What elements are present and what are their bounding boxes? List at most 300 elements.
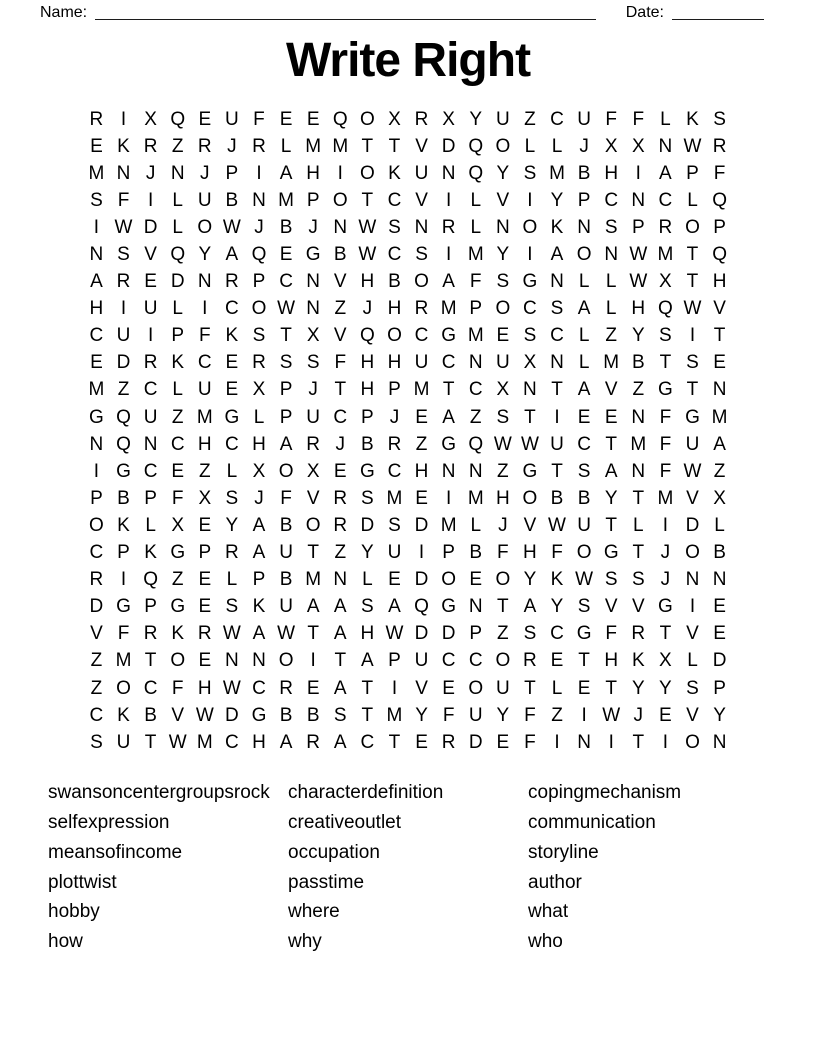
grid-cell: D xyxy=(414,569,429,591)
grid-cell: M xyxy=(440,514,457,536)
grid-cell: Y xyxy=(361,542,374,564)
grid-cell: A xyxy=(333,596,347,618)
grid-cell: N xyxy=(712,731,727,753)
grid-cell: B xyxy=(144,704,157,726)
grid-cell: W xyxy=(168,731,187,753)
grid-cell: Y xyxy=(198,244,212,266)
grid-cell: T xyxy=(524,406,536,428)
grid-cell: E xyxy=(225,379,239,401)
grid-cell: N xyxy=(631,189,646,211)
grid-cell: T xyxy=(605,433,617,455)
grid-cell: Z xyxy=(415,433,428,455)
grid-cell: D xyxy=(685,514,700,536)
grid-cell: R xyxy=(441,216,456,238)
grid-cell: G xyxy=(658,596,673,618)
grid-cell: E xyxy=(713,596,726,618)
grid-cell: T xyxy=(551,379,563,401)
grid-cell: M xyxy=(630,433,647,455)
grid-cell: S xyxy=(686,352,699,374)
grid-cell: I xyxy=(202,298,208,320)
grid-cell: L xyxy=(172,189,183,211)
grid-cell: O xyxy=(359,162,375,184)
word-list-item: author xyxy=(528,871,582,893)
grid-cell: E xyxy=(198,650,212,672)
grid-cell: B xyxy=(713,542,726,564)
grid-cell: B xyxy=(550,487,564,509)
grid-cell: E xyxy=(198,569,212,591)
grid-cell: H xyxy=(252,433,266,455)
grid-cell: N xyxy=(333,569,348,591)
grid-cell: H xyxy=(387,352,402,374)
grid-cell: O xyxy=(685,731,700,753)
grid-cell: A xyxy=(333,623,347,645)
grid-cell: M xyxy=(115,650,132,672)
grid-cell: L xyxy=(226,460,238,482)
grid-cell: A xyxy=(388,596,401,618)
grid-cell: F xyxy=(551,542,563,564)
grid-cell: A xyxy=(659,162,672,184)
grid-cell: O xyxy=(278,650,294,672)
grid-cell: S xyxy=(279,352,293,374)
grid-cell: W xyxy=(629,271,648,293)
word-list-item: passtime xyxy=(288,871,365,893)
grid-cell: H xyxy=(631,298,646,320)
grid-cell: U xyxy=(495,677,510,699)
grid-cell: Z xyxy=(497,460,509,482)
grid-cell: B xyxy=(225,189,239,211)
grid-cell: R xyxy=(658,216,673,238)
grid-cell: R xyxy=(414,298,429,320)
grid-cell: I xyxy=(337,162,343,184)
grid-cell: E xyxy=(659,704,672,726)
grid-cell: L xyxy=(605,271,617,293)
grid-cell: F xyxy=(497,542,509,564)
word-list-item: occupation xyxy=(288,841,380,863)
grid-cell: P xyxy=(90,487,103,509)
grid-cell: X xyxy=(144,108,157,130)
grid-cell: J xyxy=(335,433,346,455)
grid-cell: Q xyxy=(116,406,131,428)
grid-cell: J xyxy=(308,379,318,401)
word-search-grid xyxy=(83,106,733,756)
grid-cell: I xyxy=(446,189,452,211)
grid-cell: J xyxy=(254,487,264,509)
grid-cell: F xyxy=(605,623,617,645)
grid-cell: P xyxy=(388,379,401,401)
grid-cell: E xyxy=(279,244,293,266)
grid-cell: N xyxy=(441,162,456,184)
grid-cell: A xyxy=(577,379,591,401)
grid-cell: Y xyxy=(496,704,510,726)
grid-cell: Z xyxy=(524,108,536,130)
grid-cell: H xyxy=(387,298,402,320)
grid-cell: F xyxy=(713,162,726,184)
grid-cell: E xyxy=(198,596,212,618)
grid-cell: V xyxy=(686,704,699,726)
grid-cell: C xyxy=(468,379,483,401)
grid-cell: O xyxy=(387,325,402,347)
grid-cell: E xyxy=(415,487,428,509)
grid-cell: Y xyxy=(469,108,483,130)
grid-cell: J xyxy=(498,514,508,536)
grid-cell: I xyxy=(120,108,127,130)
grid-cell: R xyxy=(441,731,456,753)
grid-cell: T xyxy=(361,704,374,726)
grid-cell: N xyxy=(414,216,429,238)
grid-cell: T xyxy=(361,135,374,157)
grid-cell: X xyxy=(659,271,672,293)
grid-cell: F xyxy=(171,677,184,699)
grid-cell: H xyxy=(197,677,212,699)
grid-cell: R xyxy=(143,623,158,645)
grid-cell: S xyxy=(604,216,618,238)
grid-cell: I xyxy=(689,596,696,618)
grid-cell: O xyxy=(414,271,429,293)
grid-cell: I xyxy=(608,731,614,753)
grid-cell: N xyxy=(89,244,104,266)
grid-cell: Z xyxy=(469,406,482,428)
grid-cell: X xyxy=(523,352,537,374)
grid-cell: B xyxy=(361,433,374,455)
grid-cell: S xyxy=(361,596,374,618)
grid-cell: A xyxy=(279,162,293,184)
grid-cell: W xyxy=(548,514,566,536)
grid-cell: M xyxy=(711,406,728,428)
grid-cell: B xyxy=(577,162,591,184)
grid-cell: E xyxy=(415,731,428,753)
grid-cell: Z xyxy=(90,677,103,699)
grid-cell: K xyxy=(631,650,645,672)
grid-cell: V xyxy=(306,487,320,509)
grid-cell: V xyxy=(604,596,618,618)
grid-cell: H xyxy=(495,487,510,509)
grid-cell: Q xyxy=(468,162,484,184)
grid-cell: J xyxy=(308,216,318,238)
grid-cell: M xyxy=(603,352,620,374)
grid-cell: U xyxy=(225,108,239,130)
page-title: Write Right xyxy=(285,34,531,87)
grid-cell: W xyxy=(222,216,241,238)
grid-cell: S xyxy=(577,596,591,618)
word-list-item: storyline xyxy=(528,841,599,863)
grid-cell: S xyxy=(686,677,699,699)
grid-cell: I xyxy=(554,406,560,428)
grid-cell: R xyxy=(387,433,402,455)
grid-cell: D xyxy=(441,135,456,157)
grid-cell: U xyxy=(468,704,483,726)
grid-cell: Z xyxy=(334,542,347,564)
grid-cell: L xyxy=(524,135,536,157)
grid-cell: U xyxy=(387,542,402,564)
grid-cell: G xyxy=(170,596,186,618)
grid-cell: Q xyxy=(658,298,673,320)
grid-cell: N xyxy=(116,162,131,184)
grid-cell: C xyxy=(523,298,537,320)
grid-cell: K xyxy=(252,596,266,618)
grid-cell: P xyxy=(388,650,401,672)
grid-cell: G xyxy=(359,460,375,482)
grid-cell: O xyxy=(116,677,131,699)
grid-cell: D xyxy=(143,216,158,238)
grid-cell: U xyxy=(306,406,321,428)
grid-cell: E xyxy=(713,623,726,645)
grid-cell: G xyxy=(89,406,104,428)
word-list-item: plottwist xyxy=(48,871,117,893)
grid-cell: C xyxy=(387,244,402,266)
grid-cell: C xyxy=(225,731,239,753)
word-list-item: selfexpression xyxy=(48,812,170,834)
grid-cell: X xyxy=(631,135,645,157)
grid-cell: G xyxy=(658,379,673,401)
grid-cell: N xyxy=(441,460,456,482)
grid-cell: M xyxy=(549,162,565,184)
grid-cell: K xyxy=(144,542,157,564)
grid-cell: R xyxy=(197,135,212,157)
grid-cell: O xyxy=(89,514,104,536)
grid-cell: Z xyxy=(117,379,130,401)
grid-cell: K xyxy=(117,704,130,726)
grid-cell: K xyxy=(225,325,239,347)
grid-cell: Z xyxy=(171,569,184,591)
grid-cell: Q xyxy=(414,596,429,618)
grid-cell: E xyxy=(604,406,618,428)
grid-cell: V xyxy=(171,704,185,726)
grid-cell: Z xyxy=(198,460,211,482)
grid-cell: C xyxy=(252,677,266,699)
word-list-item: swansoncentergroupsrock xyxy=(48,782,270,804)
grid-cell: A xyxy=(252,514,266,536)
grid-cell: D xyxy=(414,623,429,645)
grid-cell: N xyxy=(468,460,483,482)
grid-cell: E xyxy=(388,569,401,591)
worksheet-page xyxy=(0,4,816,1060)
grid-cell: Y xyxy=(496,244,510,266)
grid-cell: I xyxy=(93,216,100,238)
grid-cell: L xyxy=(470,216,482,238)
grid-cell: D xyxy=(468,731,483,753)
grid-cell: M xyxy=(657,244,674,266)
grid-cell: Y xyxy=(631,325,645,347)
grid-cell: A xyxy=(252,542,266,564)
grid-cell: S xyxy=(225,596,239,618)
grid-cell: Z xyxy=(171,135,184,157)
grid-cell: C xyxy=(279,271,293,293)
grid-cell: G xyxy=(170,542,186,564)
grid-cell: O xyxy=(685,542,700,564)
grid-cell: T xyxy=(632,731,645,753)
grid-cell: H xyxy=(306,162,321,184)
grid-cell: U xyxy=(414,650,429,672)
grid-cell: G xyxy=(441,433,457,455)
grid-cell: O xyxy=(197,216,213,238)
grid-cell: A xyxy=(225,244,239,266)
grid-cell: Q xyxy=(712,244,727,266)
grid-cell: H xyxy=(360,623,375,645)
grid-cell: V xyxy=(333,271,347,293)
grid-cell: L xyxy=(714,514,725,536)
grid-cell: E xyxy=(306,108,320,130)
grid-cell: P xyxy=(144,596,157,618)
grid-cell: W xyxy=(602,704,621,726)
grid-cell: R xyxy=(252,135,266,157)
grid-cell: L xyxy=(578,271,590,293)
grid-cell: J xyxy=(362,298,373,320)
grid-cell: V xyxy=(604,379,618,401)
grid-cell: P xyxy=(306,189,320,211)
grid-cell: C xyxy=(414,325,429,347)
grid-cell: G xyxy=(116,596,131,618)
grid-cell: H xyxy=(604,162,619,184)
grid-cell: V xyxy=(686,487,699,509)
grid-cell: Z xyxy=(632,379,645,401)
grid-cell: N xyxy=(197,271,212,293)
grid-cell: R xyxy=(143,135,158,157)
grid-cell: T xyxy=(497,596,509,618)
grid-cell: V xyxy=(686,623,699,645)
grid-cell: T xyxy=(578,650,590,672)
grid-cell: C xyxy=(143,460,158,482)
grid-cell: I xyxy=(635,162,641,184)
grid-cell: E xyxy=(198,108,212,130)
grid-cell: T xyxy=(144,650,157,672)
grid-cell: W xyxy=(277,298,296,320)
grid-cell: J xyxy=(633,704,644,726)
grid-cell: H xyxy=(712,271,727,293)
grid-cell: C xyxy=(360,731,375,753)
grid-cell: W xyxy=(575,569,594,591)
grid-cell: F xyxy=(198,325,211,347)
grid-cell: S xyxy=(252,325,266,347)
grid-cell: T xyxy=(334,650,347,672)
grid-cell: P xyxy=(252,271,266,293)
grid-cell: T xyxy=(388,731,401,753)
grid-cell: H xyxy=(360,379,375,401)
grid-cell: G xyxy=(305,244,321,266)
grid-cell: P xyxy=(198,542,212,564)
grid-cell: N xyxy=(252,189,266,211)
grid-cell: C xyxy=(170,433,185,455)
grid-cell: S xyxy=(523,162,537,184)
grid-cell: S xyxy=(388,216,401,238)
grid-cell: L xyxy=(578,325,590,347)
grid-cell: E xyxy=(225,352,239,374)
grid-cell: A xyxy=(577,298,591,320)
grid-cell: T xyxy=(307,623,319,645)
grid-cell: I xyxy=(662,514,669,536)
grid-cell: X xyxy=(388,108,401,130)
grid-cell: S xyxy=(496,271,510,293)
grid-cell: E xyxy=(198,514,212,536)
grid-cell: U xyxy=(495,108,510,130)
grid-cell: F xyxy=(117,189,130,211)
grid-cell: A xyxy=(604,460,618,482)
grid-cell: W xyxy=(520,433,539,455)
grid-cell: Q xyxy=(251,244,267,266)
grid-cell: T xyxy=(605,514,617,536)
grid-cell: K xyxy=(388,162,401,184)
grid-cell: W xyxy=(195,704,214,726)
grid-cell: Z xyxy=(713,460,726,482)
grid-cell: O xyxy=(468,677,484,699)
grid-cell: S xyxy=(659,325,672,347)
grid-cell: X xyxy=(496,379,510,401)
grid-cell: R xyxy=(252,352,266,374)
grid-cell: I xyxy=(120,569,127,591)
grid-cell: X xyxy=(171,514,185,536)
date-fill-line xyxy=(672,18,764,20)
grid-cell: E xyxy=(496,325,510,347)
grid-cell: S xyxy=(90,731,103,753)
grid-cell: I xyxy=(391,677,398,699)
grid-cell: O xyxy=(522,487,538,509)
grid-cell: Q xyxy=(170,244,186,266)
grid-cell: H xyxy=(604,650,619,672)
grid-cell: N xyxy=(143,433,158,455)
grid-cell: F xyxy=(659,460,672,482)
grid-cell: E xyxy=(333,460,347,482)
grid-cell: T xyxy=(442,379,455,401)
grid-cell: U xyxy=(414,162,429,184)
grid-cell: S xyxy=(90,189,103,211)
grid-cell: M xyxy=(196,406,213,428)
grid-cell: A xyxy=(279,433,293,455)
grid-cell: L xyxy=(551,677,563,699)
grid-cell: G xyxy=(224,406,240,428)
grid-cell: P xyxy=(279,379,293,401)
grid-cell: M xyxy=(386,704,403,726)
grid-cell: H xyxy=(252,731,266,753)
grid-cell: M xyxy=(88,162,105,184)
grid-cell: G xyxy=(441,325,457,347)
grid-cell: U xyxy=(279,596,293,618)
grid-cell: E xyxy=(442,677,455,699)
grid-cell: D xyxy=(441,623,456,645)
grid-cell: B xyxy=(333,244,347,266)
grid-cell: E xyxy=(713,352,726,374)
grid-cell: Z xyxy=(90,650,103,672)
grid-cell: C xyxy=(550,325,564,347)
grid-cell: T xyxy=(686,379,699,401)
grid-cell: V xyxy=(90,623,103,645)
grid-cell: N xyxy=(712,379,727,401)
word-list-item: copingmechanism xyxy=(528,782,682,804)
grid-cell: P xyxy=(686,162,699,184)
grid-cell: W xyxy=(683,460,702,482)
grid-cell: V xyxy=(333,325,347,347)
grid-cell: K xyxy=(686,108,699,130)
grid-cell: H xyxy=(360,271,375,293)
grid-cell: U xyxy=(143,298,158,320)
grid-cell: P xyxy=(171,325,185,347)
grid-cell: U xyxy=(197,379,212,401)
grid-cell: N xyxy=(468,352,483,374)
grid-cell: U xyxy=(414,352,429,374)
grid-cell: Q xyxy=(170,108,186,130)
grid-cell: K xyxy=(171,623,185,645)
grid-cell: P xyxy=(252,569,266,591)
grid-cell: S xyxy=(577,460,591,482)
grid-cell: I xyxy=(418,542,425,564)
grid-cell: J xyxy=(145,162,156,184)
grid-cell: R xyxy=(225,542,239,564)
grid-cell: D xyxy=(89,596,104,618)
grid-cell: R xyxy=(306,433,321,455)
grid-cell: F xyxy=(659,406,672,428)
grid-cell: D xyxy=(116,352,131,374)
grid-cell: E xyxy=(496,731,510,753)
word-list-item: communication xyxy=(528,812,656,834)
grid-cell: Q xyxy=(712,189,727,211)
